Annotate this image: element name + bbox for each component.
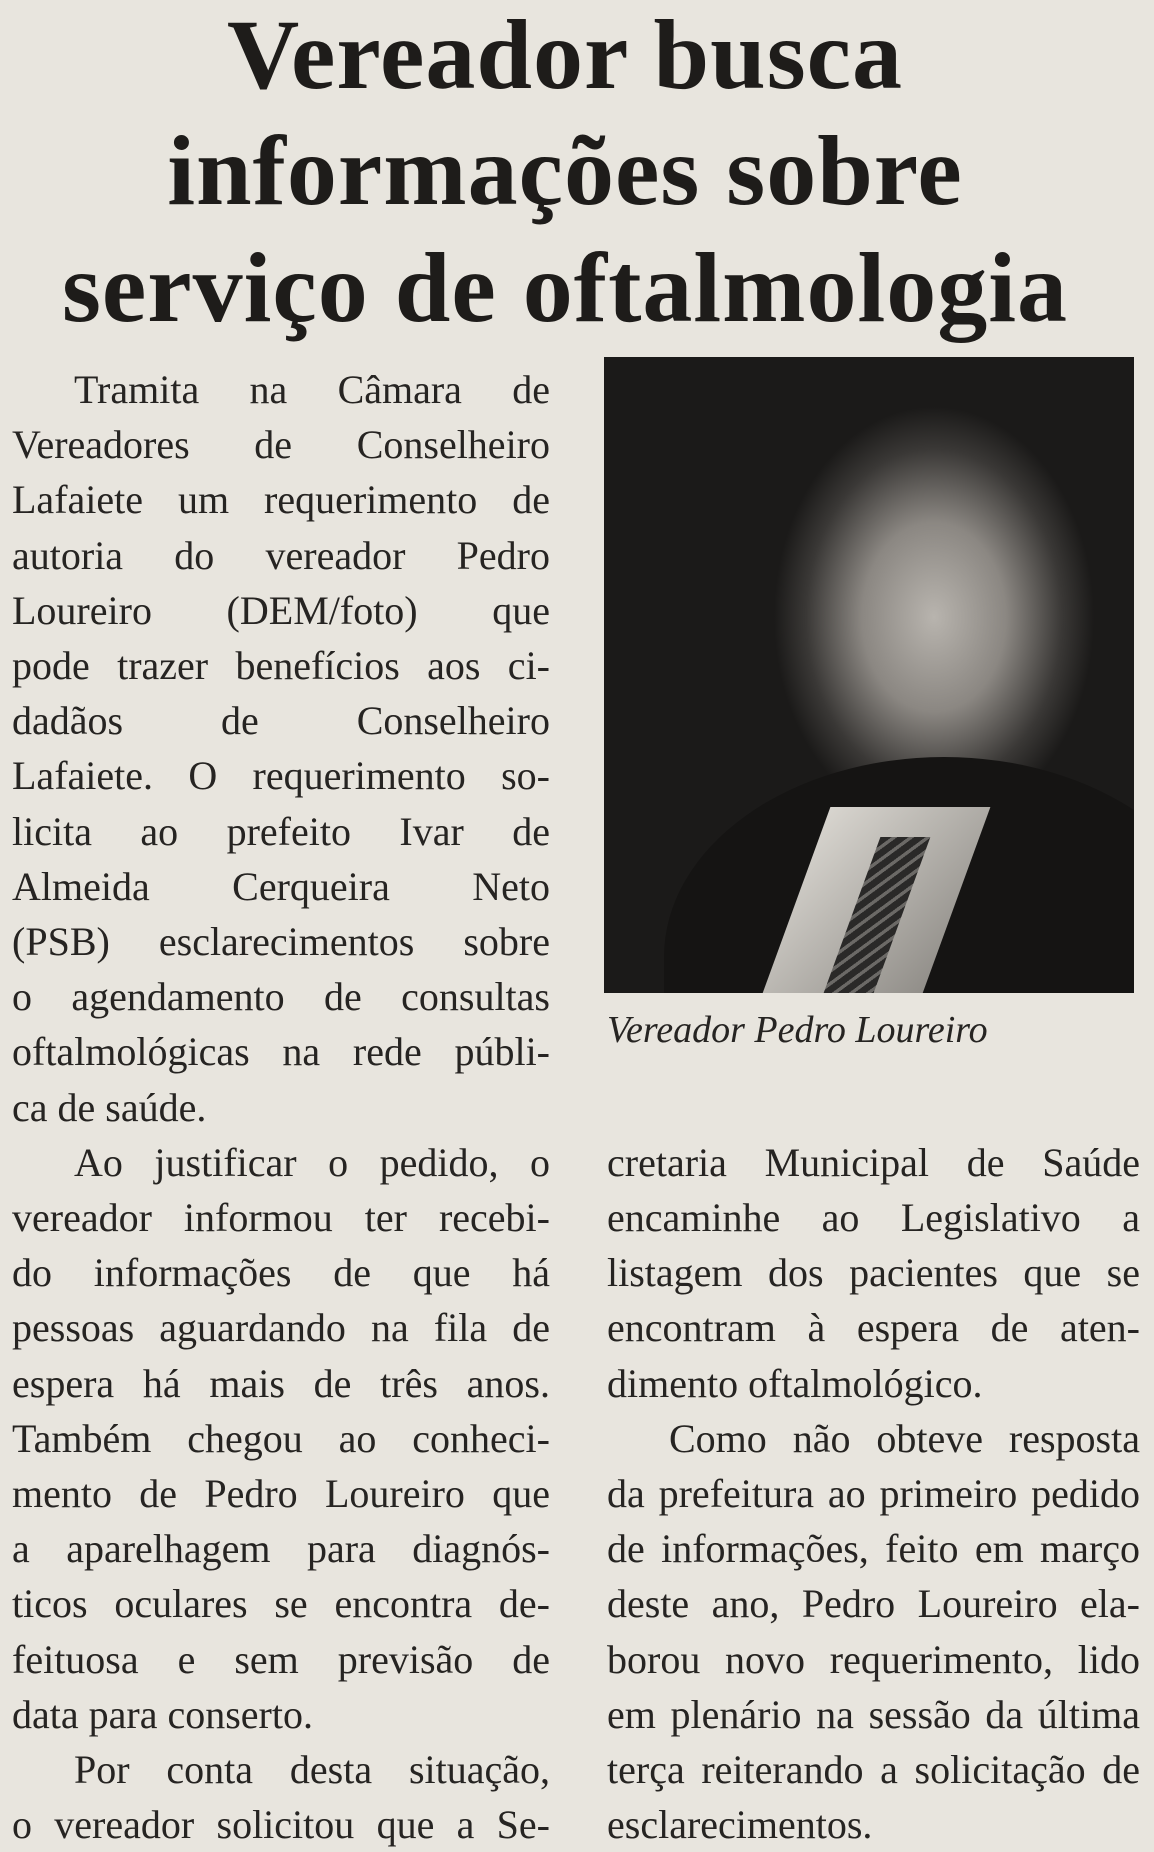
text-line: terça reiterando a solicitação de bbox=[607, 1747, 1140, 1792]
text-line: oftalmológicas na rede públi- bbox=[12, 1029, 550, 1075]
headline-line: Vereador busca bbox=[226, 0, 904, 110]
text-line: (PSB) esclarecimentos sobre bbox=[12, 919, 550, 964]
text-line: do informações de que há bbox=[12, 1250, 550, 1296]
text-line: encaminhe ao Legislativo a bbox=[607, 1195, 1140, 1240]
text-line: autoria do vereador Pedro bbox=[12, 532, 550, 578]
text-line: o agendamento de consultas bbox=[12, 974, 550, 1020]
text-line: borou novo requerimento, lido bbox=[607, 1636, 1140, 1682]
text-line: Lafaiete. O requerimento so- bbox=[12, 753, 550, 799]
text-line: a aparelhagem para diagnós- bbox=[12, 1526, 550, 1572]
text-line: Por conta desta situação, bbox=[74, 1747, 550, 1792]
text-line: dadãos de Conselheiro bbox=[12, 698, 550, 744]
text-line: ca de saúde. bbox=[12, 1084, 207, 1130]
text-line: espera há mais de três anos. bbox=[12, 1360, 550, 1406]
text-line: de informações, feito em março bbox=[607, 1526, 1140, 1572]
text-line: Ao justificar o pedido, o bbox=[74, 1139, 550, 1185]
text-line: em plenário na sessão da última bbox=[607, 1691, 1140, 1737]
photo-caption: Vereador Pedro Loureiro bbox=[607, 1009, 988, 1051]
text-line: Almeida Cerqueira Neto bbox=[12, 863, 550, 909]
text-line: pessoas aguardando na fila de bbox=[12, 1305, 550, 1351]
text-line: da prefeitura ao primeiro pedido bbox=[607, 1471, 1140, 1516]
text-line: Como não obteve resposta bbox=[669, 1415, 1140, 1461]
text-line: listagem dos pacientes que se bbox=[607, 1250, 1140, 1296]
text-line: deste ano, Pedro Loureiro ela- bbox=[607, 1581, 1140, 1627]
text-line: dimento oftalmológico. bbox=[607, 1360, 983, 1406]
text-line: ticos oculares se encontra de- bbox=[12, 1581, 550, 1627]
text-line: Vereadores de Conselheiro bbox=[12, 422, 550, 468]
text-line: cretaria Municipal de Saúde bbox=[607, 1139, 1140, 1185]
portrait-photo bbox=[604, 357, 1134, 993]
text-line: feituosa e sem previsão de bbox=[12, 1636, 550, 1682]
text-line: Loureiro (DEM/foto) que bbox=[12, 587, 550, 633]
text-line: vereador informou ter recebi- bbox=[12, 1195, 550, 1240]
text-line: esclarecimentos. bbox=[607, 1802, 873, 1848]
text-line: Tramita na Câmara de bbox=[74, 367, 550, 412]
text-line: data para conserto. bbox=[12, 1691, 313, 1737]
headline-line: serviço de oftalmologia bbox=[61, 232, 1069, 343]
headline-line: informações sobre bbox=[167, 115, 963, 226]
text-line: mento de Pedro Loureiro que bbox=[12, 1471, 550, 1516]
text-line: licita ao prefeito Ivar de bbox=[12, 808, 550, 854]
text-line: Lafaiete um requerimento de bbox=[12, 477, 550, 523]
text-line: o vereador solicitou que a Se- bbox=[12, 1802, 550, 1848]
text-line: encontram à espera de aten- bbox=[607, 1305, 1140, 1351]
text-line: pode trazer benefícios aos ci- bbox=[12, 643, 550, 688]
text-line: Também chegou ao conheci- bbox=[12, 1415, 550, 1461]
